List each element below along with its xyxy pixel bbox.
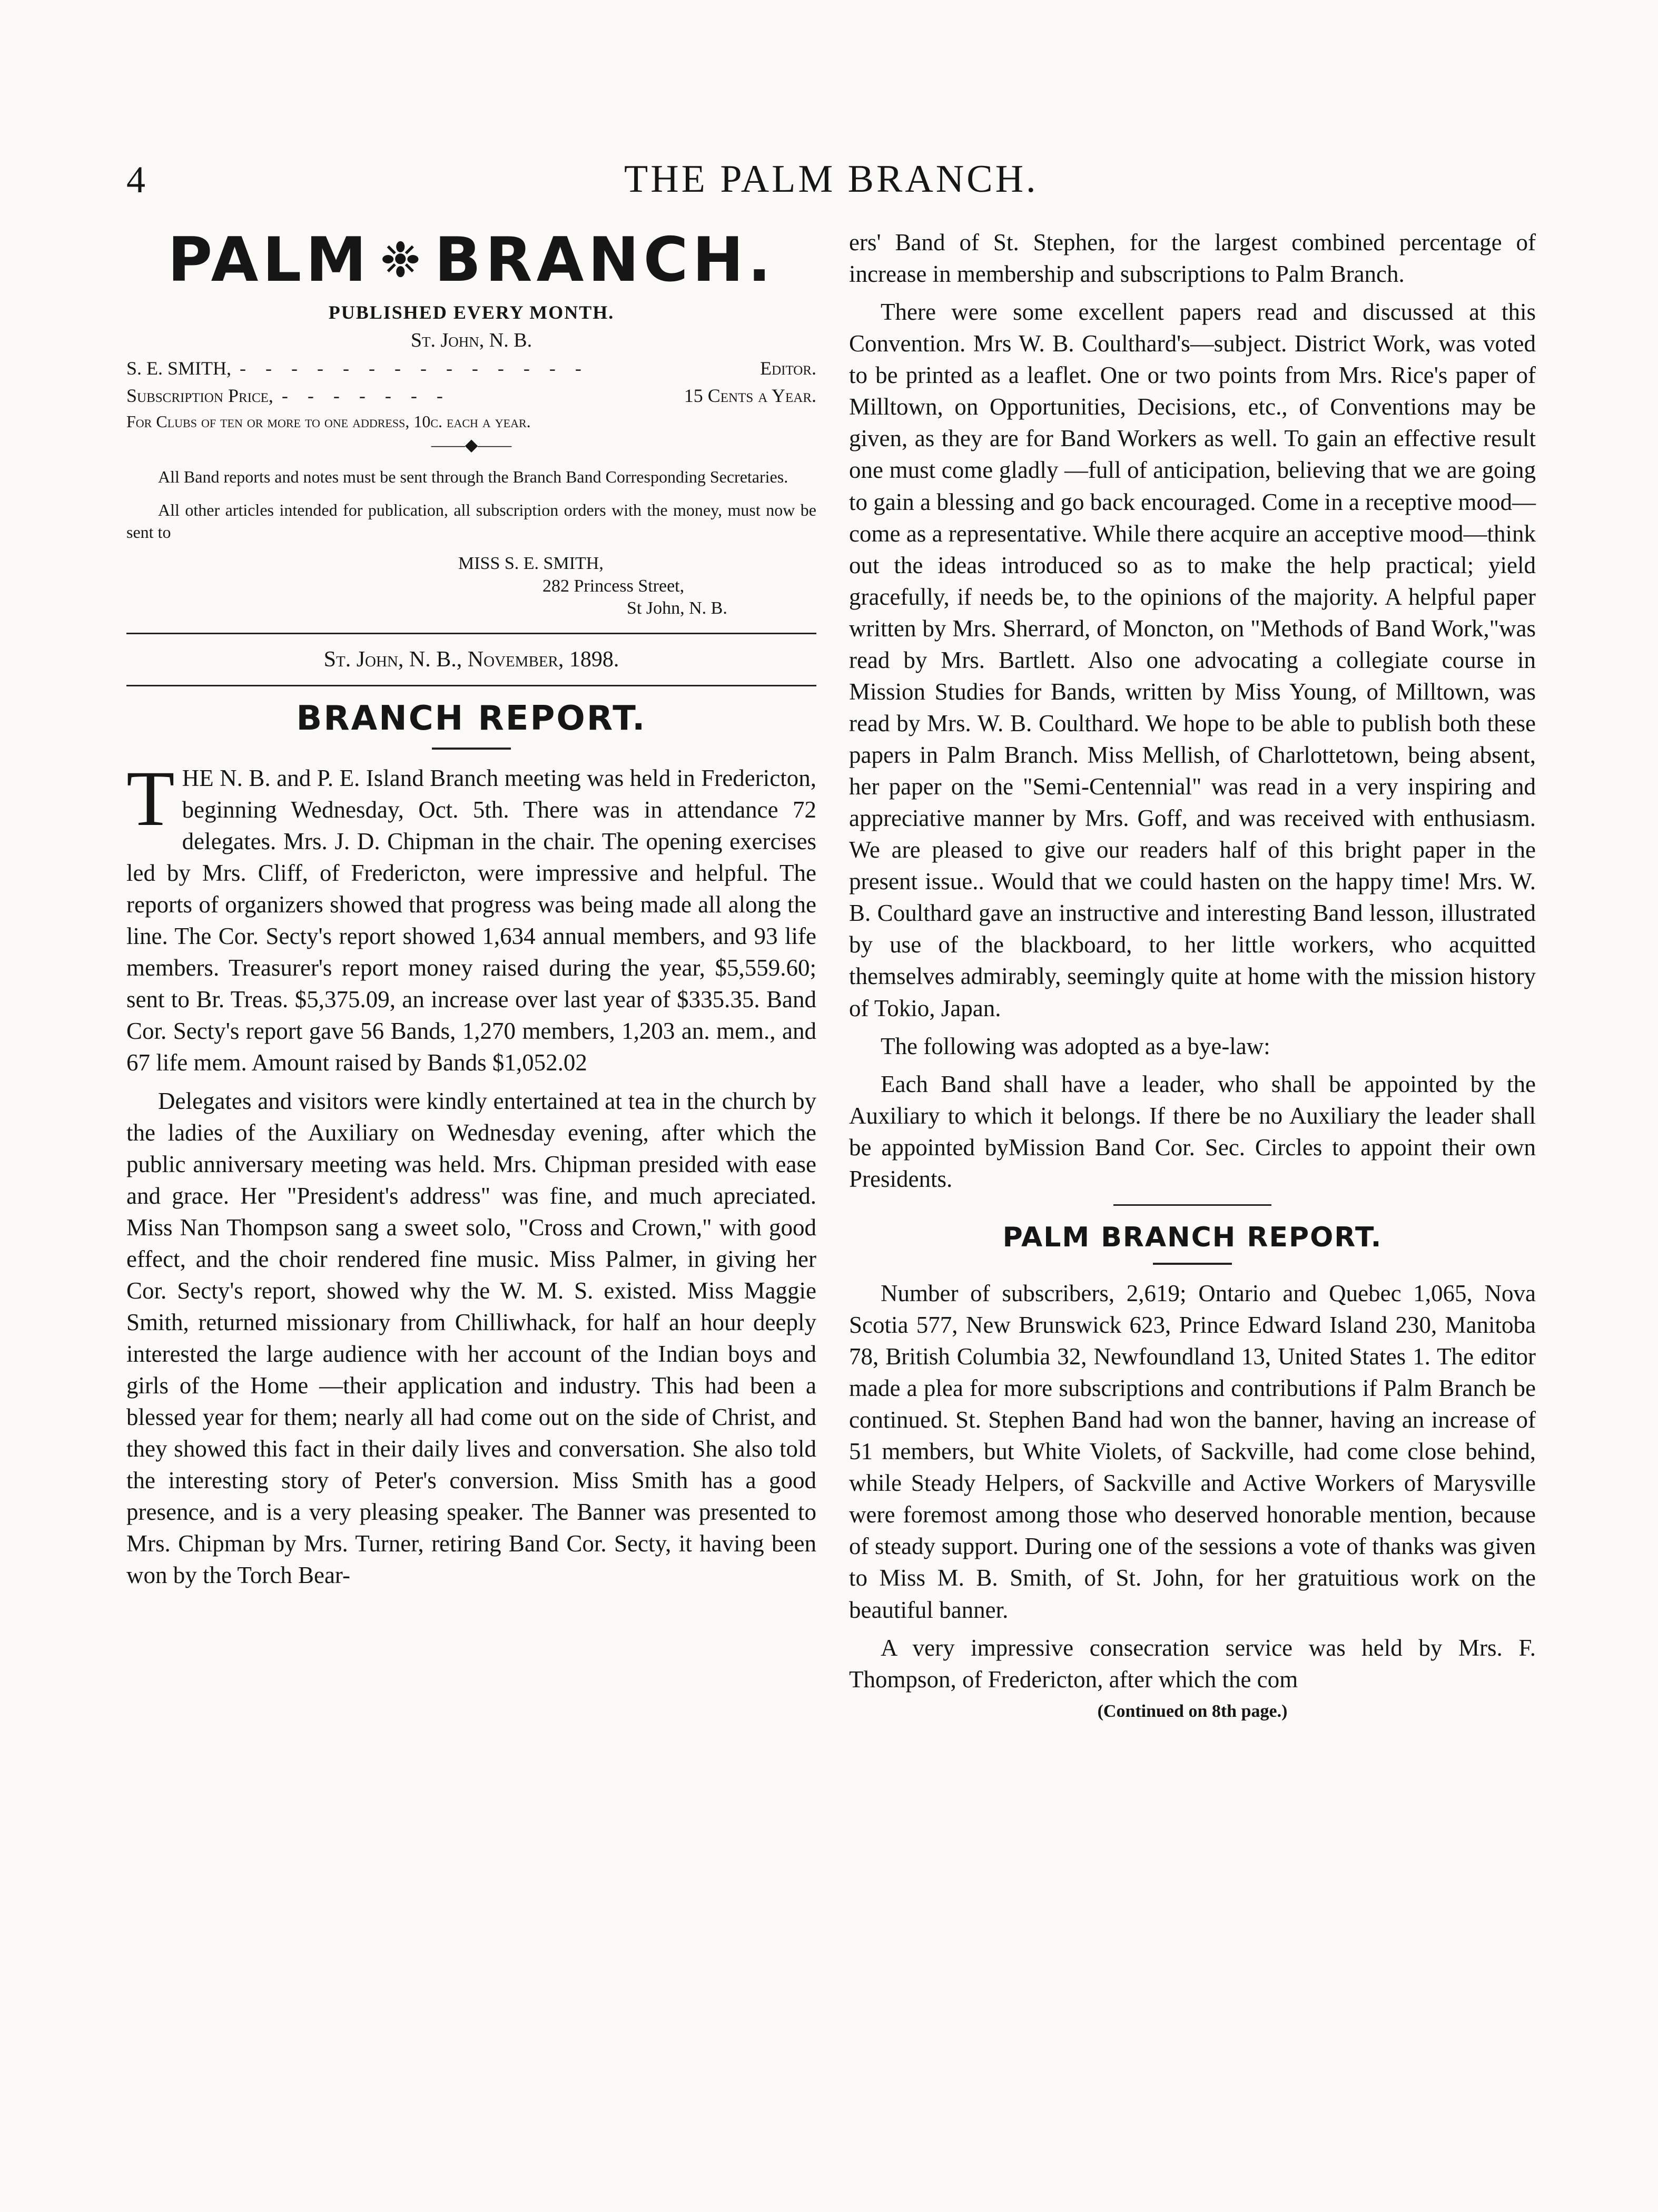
masthead-title-left: PALM [167,224,371,296]
paragraph: Number of subscribers, 2,619; Ontario and Quebec 1,065, Nova Scotia 577, New Brunswick 623, Prince Edward Island 230, Manitoba 78, British Columbia 32, Newfoundland 13, United States 1. The editor made a plea for more subscriptions and contributions if Palm Branch be continued. St. Stephen Band had won the banner, having an increase of 51 members, but White Violets, of Sackville, had come close behind, while Steady Helpers, of Sackville and Active Workers of Marysville were foremost among those who deserved honorable mention, because of steady support. During one of the sessions a vote of thanks was given to Miss M. B. Smith, of St. John, for her gratuitious work on the beautiful banner. [849,1280,1536,1623]
editor-address [458,553,816,620]
masthead-title [126,224,816,296]
masthead-place: St. John, N. B. [410,329,532,351]
palm-branch-report-heading: PALM BRANCH REPORT. [1002,1221,1383,1253]
paragraph [126,754,816,1079]
band-reports-notice: All Band reports and notes must be sent through the Branch Band Corresponding Secretaries. [158,467,788,486]
ornament-icon: ❉ [380,232,425,288]
price-label: Subscription Price, [126,385,273,406]
heading-rule [432,748,511,750]
divider [1113,1204,1271,1206]
branch-report-continued [849,227,1536,1195]
right-column [849,227,1536,1722]
divider [126,633,816,634]
address-street: 282 Princess Street, [542,576,685,596]
editor-title: Editor. [760,357,816,379]
price-value: 15 Cents a Year. [684,385,816,406]
palm-branch-report-body [849,1277,1536,1695]
paragraph: A very impressive consecration service was held by Mrs. F. Thompson, of Fredericton, after which the com [849,1634,1536,1693]
paragraph: Delegates and visitors were kindly entertained at tea in the church by the ladies of the Auxiliary on Wednesday evening, after which the public anniversary meeting was held. Mrs. Chipman presided with ease and grace. Her "President's address" was fine, and much apreciated. Miss Nan Thompson sang a sweet solo, "Cross and Crown," with good effect, and the choir rendered fine music. Miss Palmer, in giving her Cor. Secty's report, showed why the W. M. S. existed. Miss Maggie Smith, returned missionary from Chilliwhack, for half an hour deeply interested the large audience with her account of the Indian boys and girls of the Home —their application and industry. This had been a blessed year for them; nearly all had come out on the side of Christ, and they showed this fact in their daily lives and conversation. She also told the interesting story of Peter's conversion. Miss Smith has a good presence, and is a very pleasing speaker. The Banner was presented to Mrs. Chipman by Mrs. Turner, retiring Band Cor. Secty, it having been won by the Torch Bear- [126,1087,816,1589]
editor-name: S. E. SMITH, [126,357,232,379]
paragraph-text: HE N. B. and P. E. Island Branch meeting was held in Fredericton, beginning Wednesday, Oct. 5th. There was in attendance 72 delegates. Mrs. J. D. Chipman in the chair. The opening exercises led by Mrs. Cliff, of Fredericton, were impressive and helpful. The reports of organizers showed that progress was being made all along the line. The Cor. Secty's report showed 1,634 annual members, and 93 life members. Treasurer's report money raised during the year, $5,559.60; sent to Br. Treas. $5,375.09, an increase over last year of $335.35. Band Cor. Secty's report gave 56 Bands, 1,270 members, 1,203 an. mem., and 67 life mem. Amount raised by Bands $1,052.02 [126,764,816,1076]
editor-line [126,357,816,379]
left-column [126,224,816,1598]
articles-notice: All other articles intended for publication, all subscription orders with the money, must now be sent to [126,500,816,542]
address-name: MISS S. E. SMITH, [458,554,604,574]
heading-rule [1153,1263,1232,1265]
page-number: 4 [126,159,145,201]
running-title: THE PALM BRANCH. [624,158,1039,201]
branch-report-body [126,754,816,1591]
branch-report-heading: BRANCH REPORT. [296,699,647,738]
leader-dots: - - - - - - - - - - - - - - [240,357,589,379]
leader-dots: - - - - - - - [281,385,450,406]
drop-cap: T [126,754,175,842]
paragraph: The following was adopted as a bye-law: [881,1033,1270,1059]
price-line [126,385,816,407]
masthead-subtitle: PUBLISHED EVERY MONTH. [328,301,615,323]
continued-note: (Continued on 8th page.) [1097,1701,1288,1721]
ornament-rule: ——◆—— [431,435,512,454]
masthead-title-right: BRANCH. [434,224,775,296]
paragraph: ers' Band of St. Stephen, for the largest combined percentage of increase in membership and subscriptions to Palm Branch. [849,229,1536,288]
clubs-note: For Clubs of ten or more to one address, 10c. each a year. [126,411,531,431]
paragraph: Each Band shall have a leader, who shall be appointed by the Auxiliary to which it belongs. If there be no Auxiliary the leader shall be appointed byMission Band Cor. Sec. Circles to appoint their own Presidents. [849,1070,1536,1192]
dateline: St. John, N. B., November, 1898. [323,647,619,672]
divider [126,685,816,686]
paragraph: There were some excellent papers read and discussed at this Convention. Mrs W. B. Coulthard's—subject. District Work, was voted to be printed as a leaflet. One or two points from Mrs. Rice's paper of Milltown, on Opportunities, Decisions, etc., of Conventions may be given, as they are for Band Workers as well. To gain an effective result one must come gladly —full of anticipation, believing that we are going to gain a blessing and go back encouraged. Come in a receptive mood—come as a representative. While there acquire an acceptive mood—think out the ideas introduced so as to make the help practical; yield gracefully, if needs be, to the opinions of the majority. A helpful paper written by Mrs. Sherrard, of Moncton, on "Methods of Band Work,"was read by Mrs. Bartlett. Also one advocating a collegiate course in Mission Studies for Bands, written by Miss Young, of Milltown, was read by Mrs. W. B. Coulthard. We hope to be able to publish both these papers in Palm Branch. Miss Mellish, of Charlottetown, being absent, her paper on the "Semi-Centennial" was read in a very inspiring and appreciative manner by Mrs. Goff, and was received with enthusiasm. We are pleased to give our readers half of this bright paper in the present issue.. Would that we could hasten on the happy time! Mrs. W. B. Coulthard gave an instructive and interesting Band lesson, illustrated by use of the blackboard, to her little workers, who acquitted themselves admirably, seemingly quite at home with the mission history of Tokio, Japan. [849,299,1536,1021]
address-city: St John, N. B. [627,598,727,618]
